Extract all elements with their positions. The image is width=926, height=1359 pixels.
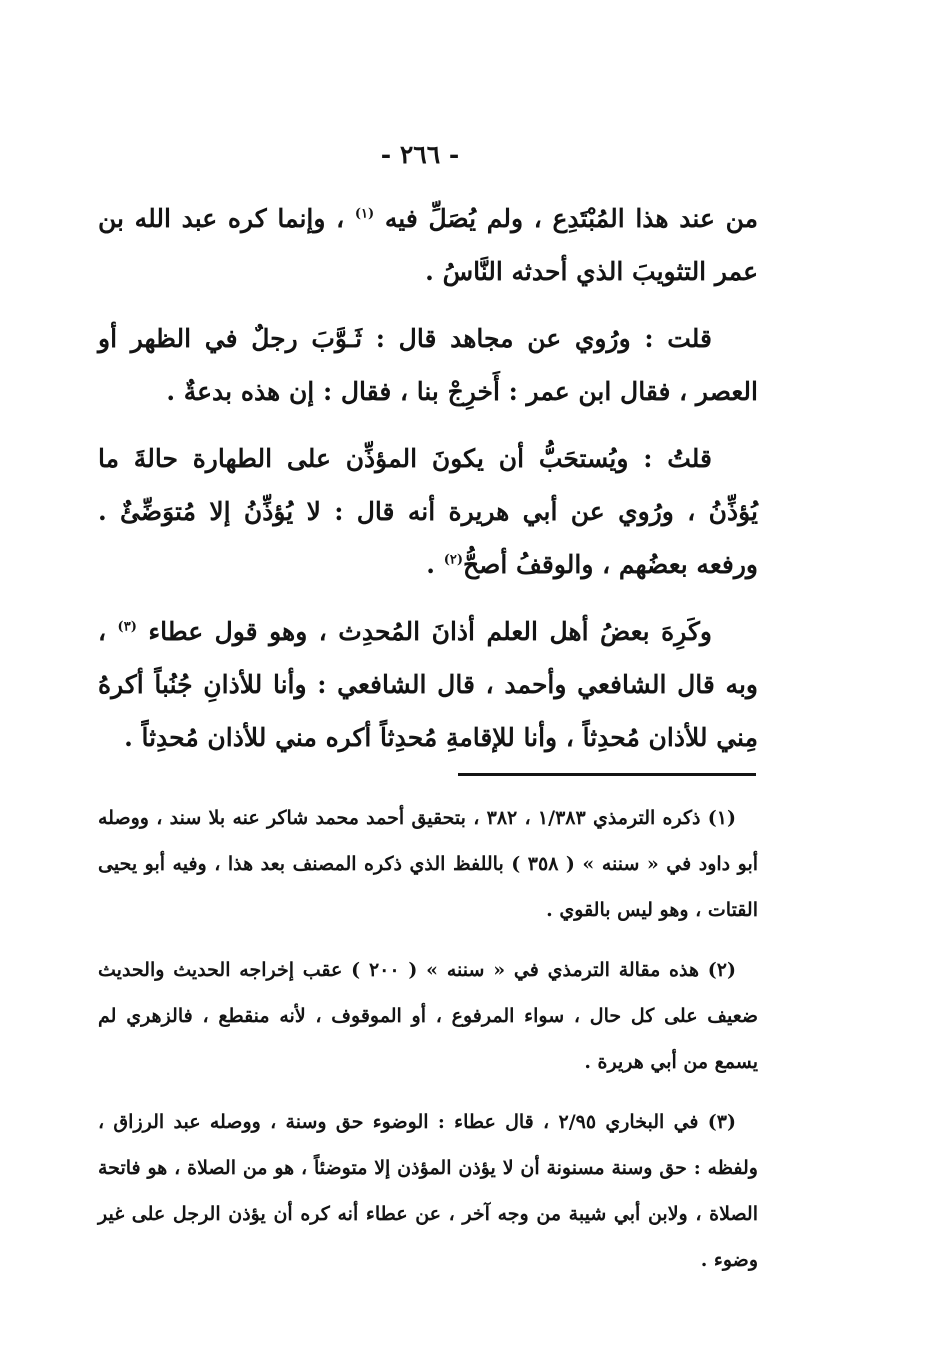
- paragraph: قلتُ : ويُستحَبُّ أن يكونَ المؤذِّن على الطهارة حالةَ ما يُؤذِّنُ ، ورُوي عن أبي هريرة أنه قال : لا يُؤذِّنُ إلا مُتوَضِّئٌ . ورفعه بعضُهم ، والوقفُ أصحُّ$^{(٢)}$ .: [98, 444, 758, 579]
- footnote-marker[interactable]: (١): [354, 206, 375, 222]
- footnote-marker[interactable]: (٢): [443, 552, 463, 568]
- footnote-divider: [458, 773, 756, 776]
- footnote: (٣) في البخاري ٢/٩٥ ، قال عطاء : الوضوء حق وسنة ، ووصله عبد الرزاق ، ولفظه : حق وسنة مسنونة أن لا يؤذن المؤذن إلا متوضئاً ، هو من الصلاة ، هو فاتحة الصلاة ، ولابن أبي شيبة من وجه آخر ، عن عطاء أنه كره أن يؤذن الرجل على غير وضوء .: [98, 1111, 758, 1271]
- main-text: [98, 192, 758, 778]
- paragraph: من عند هذا المُبْتَدِع ، ولم يُصَلِّ فيه $^{(١)}$ ، وإنما كره عبد الله بن عمر التثويبَ الذي أحدثه النَّاسُ .: [98, 204, 758, 286]
- footnotes: [98, 795, 758, 1297]
- page-number: - ٢٦٦ -: [380, 140, 460, 169]
- footnote: (١) ذكره الترمذي ١/٣٨٣ ، ٣٨٢ ، بتحقيق أحمد محمد شاكر عنه بلا سند ، ووصله أبو داود في « سننه » ( ٣٥٨ ) باللفظ الذي ذكره المصنف بعد هذا ، وفيه أبو يحيى القتات ، وهو ليس بالقوي .: [98, 807, 759, 921]
- paragraph: وكَرِهَ بعضُ أهل العلم أذانَ المُحدِث ، وهو قول عطاء $^{(٣)}$ ، وبه قال الشافعي وأحمد ، قال الشافعي : وأنا للأذانِ جُنُباً أكرهُ مِني للأذان مُحدِثاً ، وأنا للإقامةِ مُحدِثاً أكره مني للأذان مُحدِثاً .: [98, 617, 758, 752]
- footnote-marker[interactable]: (٣): [117, 619, 137, 635]
- paragraph: قلت : ورُوي عن مجاهد قال : ثَـوَّبَ رجلٌ في الظهر أو العصر ، فقال ابن عمر : أَخرِجْ بنا ، فقال : إن هذه بدعةٌ .: [98, 324, 758, 406]
- footnote: (٢) هذه مقالة الترمذي في « سننه » ( ٢٠٠ ) عقب إخراجه الحديث والحديث ضعيف على كل حال ، سواء المرفوع ، أو الموقوف ، لأنه منقطع ، فالزهري لم يسمع من أبي هريرة .: [98, 959, 758, 1073]
